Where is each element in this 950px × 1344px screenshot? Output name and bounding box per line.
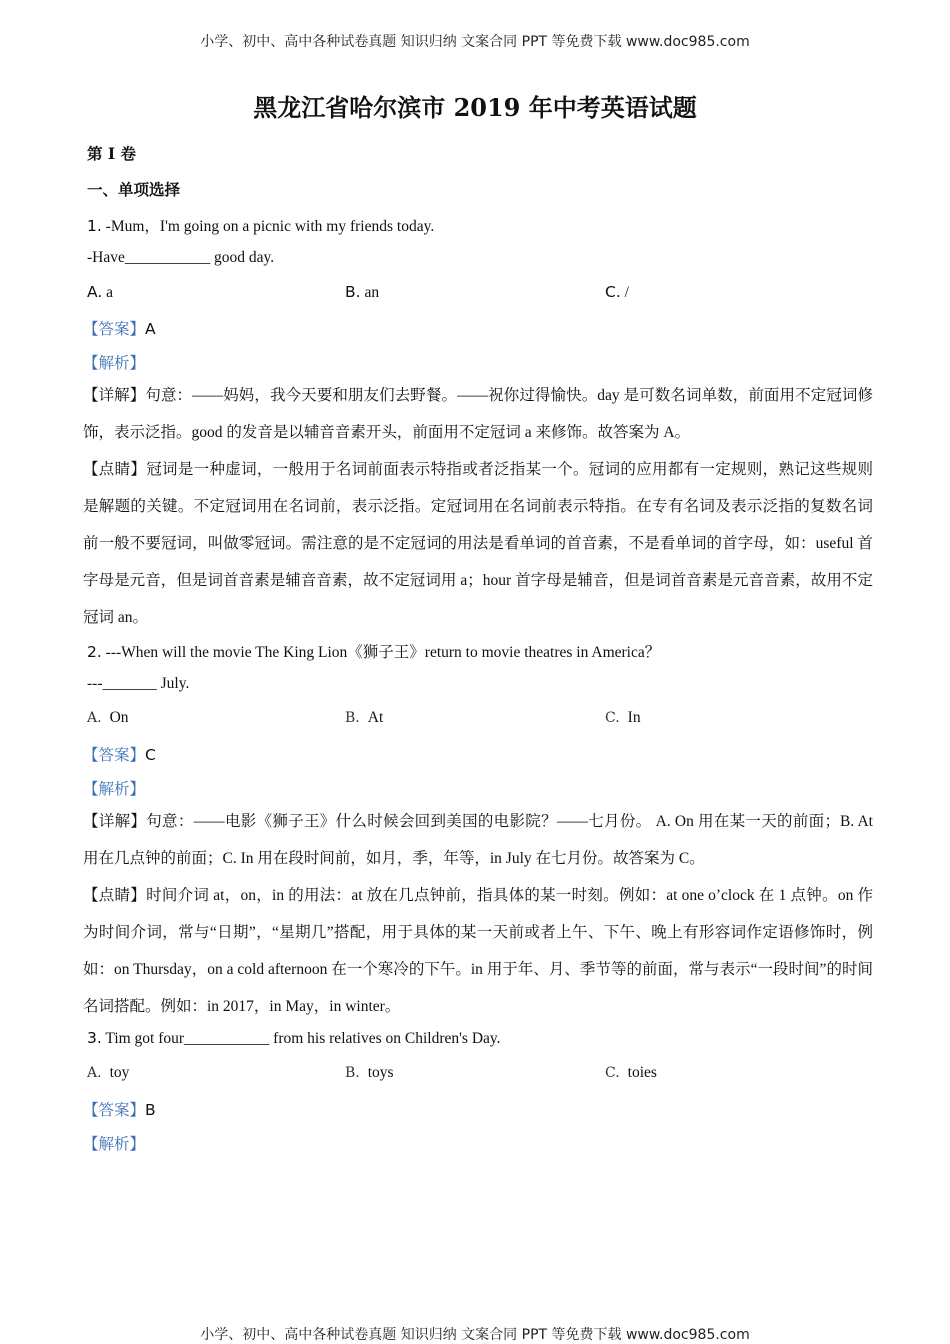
section-heading: 一、单项选择 — [87, 180, 181, 199]
answer-value: C — [145, 746, 156, 764]
analysis-tag: 【解析】 — [83, 355, 146, 372]
question-1-line2: -Have___________ good day. — [87, 249, 275, 266]
option-a: A. On — [87, 709, 129, 726]
analysis-tag: 【解析】 — [83, 1136, 146, 1153]
option-c: C. In — [605, 709, 641, 726]
question-text: Tim got four___________ from his relatives on Children's Day. — [101, 1030, 501, 1047]
question-1 — [87, 214, 434, 236]
option-c: C. / — [605, 283, 629, 301]
detail-paragraph: 【详解】句意：——妈妈，我今天要和朋友们去野餐。——祝你过得愉快。day 是可数名词单数，前面用不定冠词修饰，表示泛指。good 的发音是以辅音音素开头，前面用不定冠词 a 来修饰。故答案为 A。 — [83, 387, 873, 441]
analysis-tag: 【解析】 — [83, 781, 146, 798]
answer-line: 【答案】C — [83, 746, 156, 764]
question-text: ---When will the movie The King Lion《狮子王》return to movie theatres in America？ — [101, 644, 661, 661]
answer-line: 【答案】B — [83, 1101, 156, 1119]
answer-line: 【答案】A — [83, 320, 156, 338]
question-3 — [87, 1029, 501, 1048]
point-paragraph: 【点睛】时间介词 at，on，in 的用法：at 放在几点钟前，指具体的某一时刻。例如：at one o’clock 在 1 点钟。on 作为时间介词，常与“日期”，“星期几”搭配，用于具体的某一天前或者上午、下午、晚上有形容词作定语修饰时，例如：on Thursday，on a cold afternoon 在一个寒冷的下午。in 用于年、月、季节等的前面，常与表示“一段时间”的时间名词搭配。例如：in 2017，in May，in winter。 — [83, 887, 873, 1015]
page-title: 黑龙江省哈尔滨市 2019 年中考英语试题 — [253, 93, 697, 122]
question-number: 3. — [87, 1029, 102, 1047]
option-b: B. At — [345, 709, 384, 726]
option-a: A. a — [87, 283, 114, 301]
question-text: -Mum，I'm going on a picnic with my friends today. — [101, 218, 435, 235]
option-c: C. toies — [605, 1064, 657, 1081]
answer-value: A — [145, 320, 156, 338]
question-number: 1. — [87, 217, 102, 235]
page-header: 小学、初中、高中各种试卷真题 知识归纳 文案合同 PPT 等免费下载 www.doc985.com — [200, 34, 750, 50]
option-b: B. toys — [345, 1064, 394, 1081]
option-b: B. an — [345, 283, 380, 301]
answer-value: B — [145, 1101, 156, 1119]
page-footer: 小学、初中、高中各种试卷真题 知识归纳 文案合同 PPT 等免费下载 www.doc985.com — [200, 1327, 750, 1343]
volume-heading: 第 I 卷 — [87, 144, 137, 163]
question-2 — [87, 640, 660, 662]
question-number: 2. — [87, 643, 102, 661]
option-a: A. toy — [87, 1064, 130, 1081]
detail-paragraph: 【详解】句意：——电影《狮子王》什么时候会回到美国的电影院？——七月份。 A. On 用在某一天的前面；B. At 用在几点钟的前面；C. In 用在段时间前，如月，季，年等，in July 在七月份。故答案为 C。 — [83, 813, 873, 867]
point-paragraph: 【点睛】冠词是一种虚词，一般用于名词前面表示特指或者泛指某一个。冠词的应用都有一定规则，熟记这些规则是解题的关键。不定冠词用在名词前，表示泛指。定冠词用在名词前表示特指。在专有名词及表示泛指的复数名词前一般不要冠词，叫做零冠词。需注意的是不定冠词的用法是看单词的首音素，不是看单词的首字母，如：useful 首字母是元音，但是词首音素是辅音音素，故不定冠词用 a；hour 首字母是辅音，但是词首音素是元音音素，故用不定冠词 an。 — [83, 461, 873, 626]
question-2-line2: ---_______ July. — [87, 675, 190, 692]
